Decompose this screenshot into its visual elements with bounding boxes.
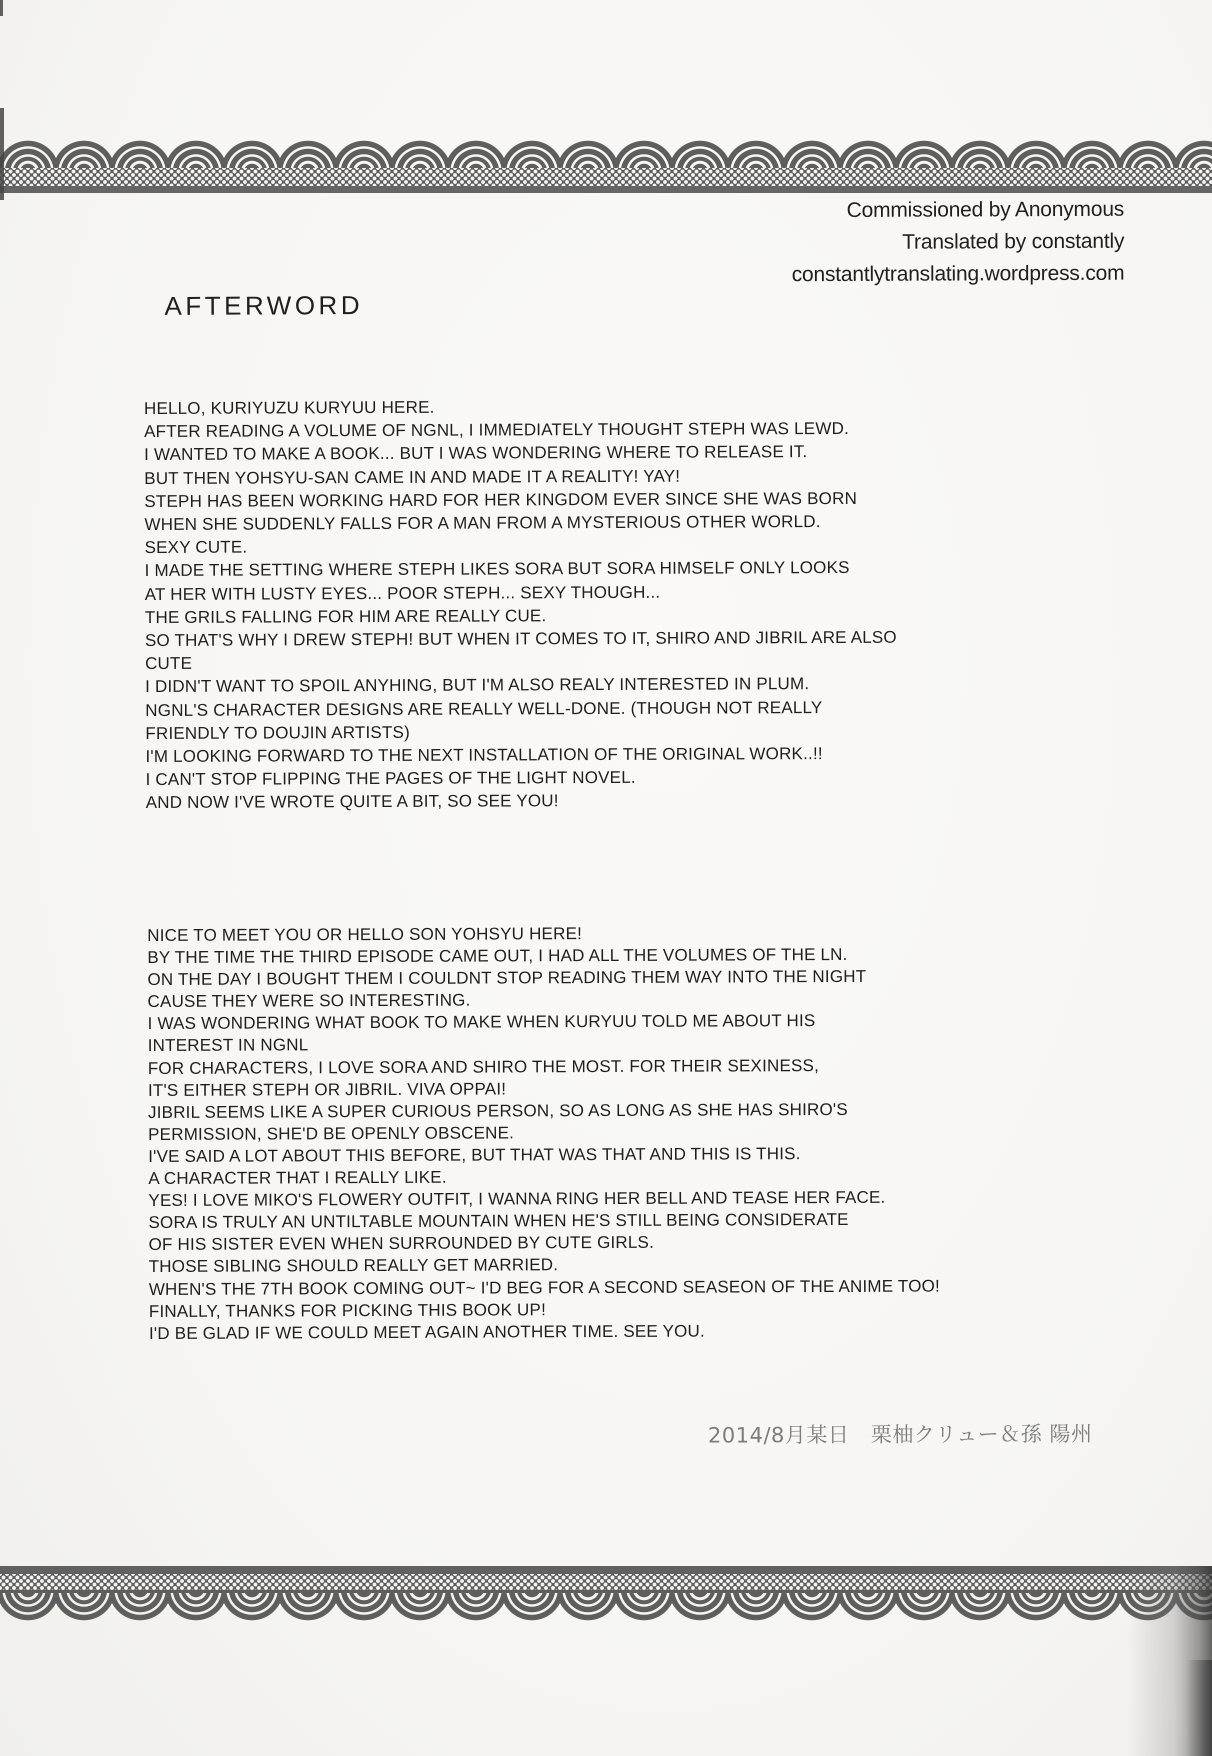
text-line: YES! I LOVE MIKO'S FLOWERY OUTFIT, I WANNA RING HER BELL AND TEASE HER FACE. [148, 1187, 886, 1211]
afterword-paragraph-yohsyu [147, 921, 1079, 1345]
text-line: SO THAT'S WHY I DREW STEPH! BUT WHEN IT COMES TO IT, SHIRO AND JIBRIL ARE ALSO [144, 627, 897, 651]
text-line: IT'S EITHER STEPH OR JIBRIL. VIVA OPPAI! [147, 1079, 507, 1100]
text-line: THOSE SIBLING SHOULD REALLY GET MARRIED. [148, 1255, 559, 1277]
credit-line: constantlytranslating.wordpress.com [791, 261, 1125, 287]
text-line: AND NOW I'VE WROTE QUITE A BIT, SO SEE YOU! [145, 791, 559, 813]
text-line: ON THE DAY I BOUGHT THEM I COULDNT STOP READING THEM WAY INTO THE NIGHT [147, 967, 867, 990]
text-line: THE GRILS FALLING FOR HIM ARE REALLY CUE. [144, 606, 547, 627]
credit-line: Translated by constantly [902, 229, 1125, 254]
text-line: SORA IS TRULY AN UNTILTABLE MOUNTAIN WHEN HE'S STILL BEING CONSIDERATE [148, 1210, 849, 1233]
lace-border-bottom [0, 1566, 1212, 1630]
text-line: CAUSE THEY WERE SO INTERESTING. [147, 990, 471, 1012]
text-line: I MADE THE SETTING WHERE STEPH LIKES SORA BUT SORA HIMSELF ONLY LOOKS [144, 558, 850, 581]
text-line: NICE TO MEET YOU OR HELLO SON YOHSYU HERE! [147, 924, 583, 946]
text-line: BUT THEN YOHSYU-SAN CAME IN AND MADE IT A REALITY! YAY! [144, 466, 681, 488]
text-line: STEPH HAS BEEN WORKING HARD FOR HER KINGDOM EVER SINCE SHE WAS BORN [144, 488, 858, 511]
text-line: I WANTED TO MAKE A BOOK... BUT I WAS WONDERING WHERE TO RELEASE IT. [144, 442, 808, 465]
text-line: FINALLY, THANKS FOR PICKING THIS BOOK UP! [148, 1299, 547, 1321]
text-line: PERMISSION, SHE'D BE OPENLY OBSCENE. [148, 1123, 515, 1144]
afterword-paragraph-kuryuu [144, 393, 1076, 815]
text-line: A CHARACTER THAT I REALLY LIKE. [148, 1167, 447, 1189]
text-line: OF HIS SISTER EVEN WHEN SURROUNDED BY CUTE GIRLS. [148, 1233, 655, 1255]
text-line: I WAS WONDERING WHAT BOOK TO MAKE WHEN KURYUU TOLD ME ABOUT HIS [147, 1011, 816, 1034]
text-line: WHEN'S THE 7TH BOOK COMING OUT~ I'D BEG FOR A SECOND SEASEON OF THE ANIME TOO! [148, 1276, 940, 1299]
signature-date-line: 2014/8月某日 栗柚クリュー＆孫 陽州 [707, 1421, 1093, 1448]
text-line: AFTER READING A VOLUME OF NGNL, I IMMEDIATELY THOUGHT STEPH WAS LEWD. [144, 419, 850, 442]
text-line: I'D BE GLAD IF WE COULD MEET AGAIN ANOTHER TIME. SEE YOU. [148, 1321, 705, 1343]
text-line: I CAN'T STOP FLIPPING THE PAGES OF THE LIGHT NOVEL. [145, 768, 636, 790]
text-line: INTEREST IN NGNL [147, 1035, 309, 1056]
page-gutter-shadow-corner [1186, 1660, 1212, 1756]
text-line: HELLO, KURIYUZU KURYUU HERE. [143, 397, 435, 419]
text-line: FRIENDLY TO DOUJIN ARTISTS) [145, 722, 410, 743]
lace-scallop-edge-bottom [0, 1593, 1212, 1630]
page-title: AFTERWORD [164, 290, 364, 321]
text-line: FOR CHARACTERS, I LOVE SORA AND SHIRO THE MOST. FOR THEIR SEXINESS, [147, 1055, 820, 1078]
text-line: AT HER WITH LUSTY EYES... POOR STEPH... SEXY THOUGH... [144, 582, 661, 604]
text-line: CUTE [145, 654, 193, 674]
text-line: BY THE TIME THE THIRD EPISODE CAME OUT, I HAD ALL THE VOLUMES OF THE LN. [147, 945, 848, 968]
text-line: I'VE SAID A LOT ABOUT THIS BEFORE, BUT THAT WAS THAT AND THIS IS THIS. [148, 1144, 801, 1166]
credit-line: Commissioned by Anonymous [846, 197, 1125, 222]
text-line: WHEN SHE SUDDENLY FALLS FOR A MAN FROM A MYSTERIOUS OTHER WORLD. [144, 512, 821, 535]
lace-solid-bar-bottom [0, 1566, 1212, 1574]
text-line: NGNL'S CHARACTER DESIGNS ARE REALLY WELL-DONE. (THOUGH NOT REALLY [145, 697, 823, 720]
text-line: I DIDN'T WANT TO SPOIL ANYHING, BUT I'M ALSO REALY INTERESTED IN PLUM. [145, 674, 810, 697]
translator-credits [791, 194, 1124, 291]
text-line: JIBRIL SEEMS LIKE A SUPER CURIOUS PERSON, SO AS LONG AS SHE HAS SHIRO'S [147, 1099, 848, 1122]
text-line: I'M LOOKING FORWARD TO THE NEXT INSTALLATION OF THE ORIGINAL WORK..!! [145, 744, 823, 767]
text-line: SEXY CUTE. [144, 537, 248, 558]
lace-mesh-band-bottom [0, 1574, 1212, 1590]
